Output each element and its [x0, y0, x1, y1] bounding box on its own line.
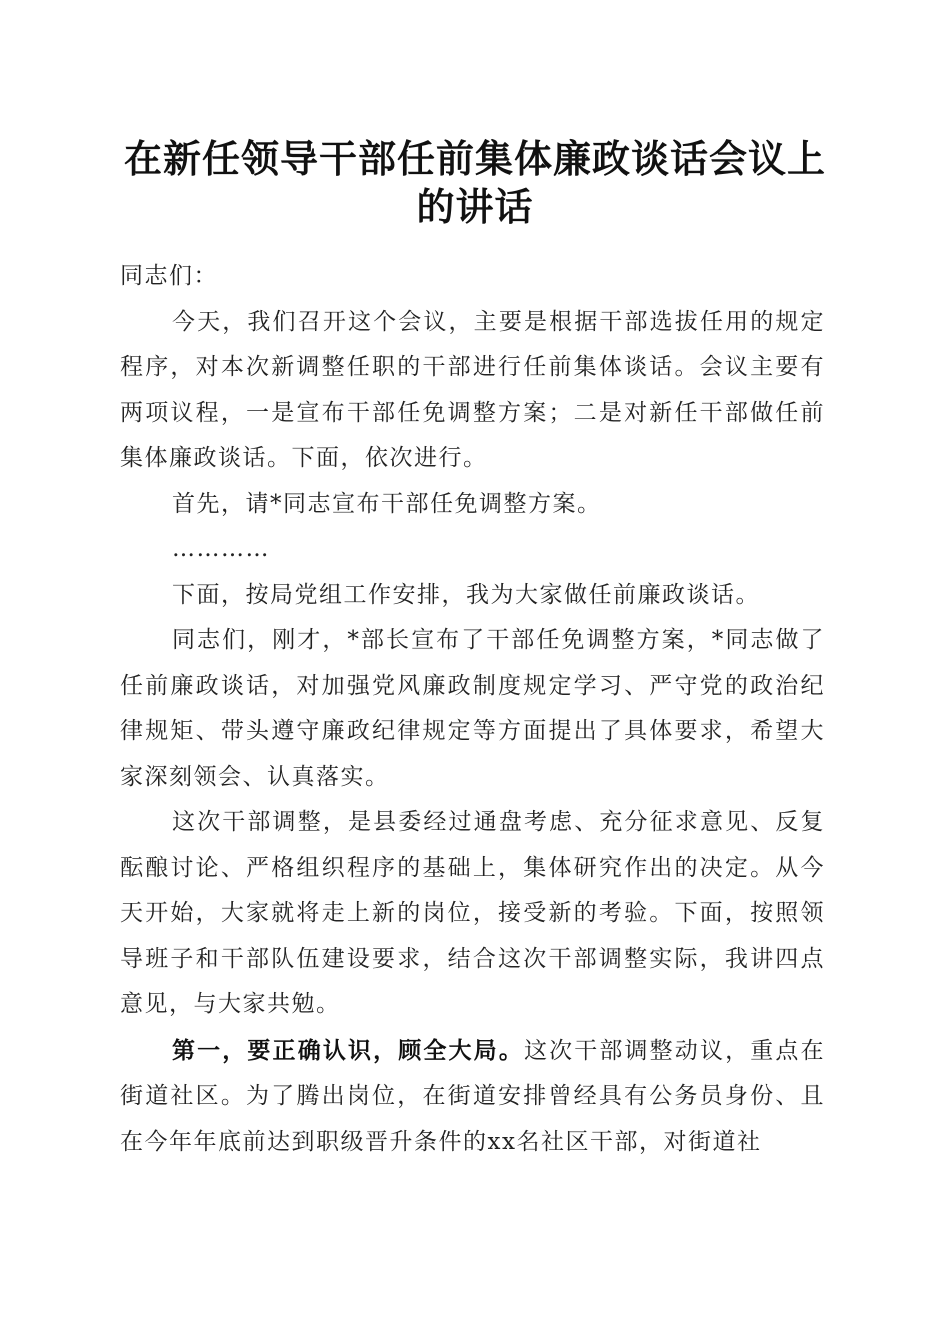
paragraph-2: [120, 482, 825, 528]
paragraph-text: 首先，请*同志宣布干部任免调整方案。: [172, 490, 602, 517]
document-body: [120, 254, 825, 1165]
paragraph-7: [120, 1028, 825, 1166]
salutation: 同志们：: [120, 263, 218, 289]
document-title: 在新任领导干部任前集体廉政谈话会议上的讲话: [123, 136, 826, 229]
paragraph-text: 同志们，刚才，*部长宣布了干部任免调整方案，*同志做了任前廉政谈话，对加强党风廉政制度规定学习、严守党的政治纪律规矩、带头遵守廉政纪律规定等方面提出了具体要求，希望大家深刻领会、认真落实。: [120, 627, 825, 790]
paragraph-text: …………: [172, 536, 270, 562]
paragraph-5: [120, 618, 825, 800]
bold-heading: 第一，要正确认识，顾全大局。: [172, 1036, 524, 1064]
ellipsis-paragraph: [120, 527, 825, 573]
paragraph-6: [120, 800, 825, 1028]
paragraph-4: [120, 573, 825, 619]
paragraph-1: [120, 300, 825, 482]
paragraph-text: 这次干部调整，是县委经过通盘考虑、充分征求意见、反复酝酿讨论、严格组织程序的基础上，集体研究作出的决定。从今天开始，大家就将走上新的岗位，接受新的考验。下面，按照领导班子和干部队伍建设要求，结合这次干部调整实际，我讲四点意见，与大家共勉。: [120, 809, 825, 1017]
paragraph-text: 这次干部调整动议，重点在街道社区。为了腾出岗位，在街道安排曾经具有公务员身份、且在今年年底前达到职级晋升条件的xx名社区干部，对街道社: [120, 1037, 826, 1155]
paragraph-text: 下面，按局党组工作安排，我为大家做任前廉政谈话。: [172, 581, 760, 608]
paragraph-text: 今天，我们召开这个会议，主要是根据干部选拔任用的规定程序，对本次新调整任职的干部进行任前集体谈话。会议主要有两项议程，一是宣布干部任免调整方案；二是对新任干部做任前集体廉政谈话。下面，依次进行。: [120, 308, 825, 471]
